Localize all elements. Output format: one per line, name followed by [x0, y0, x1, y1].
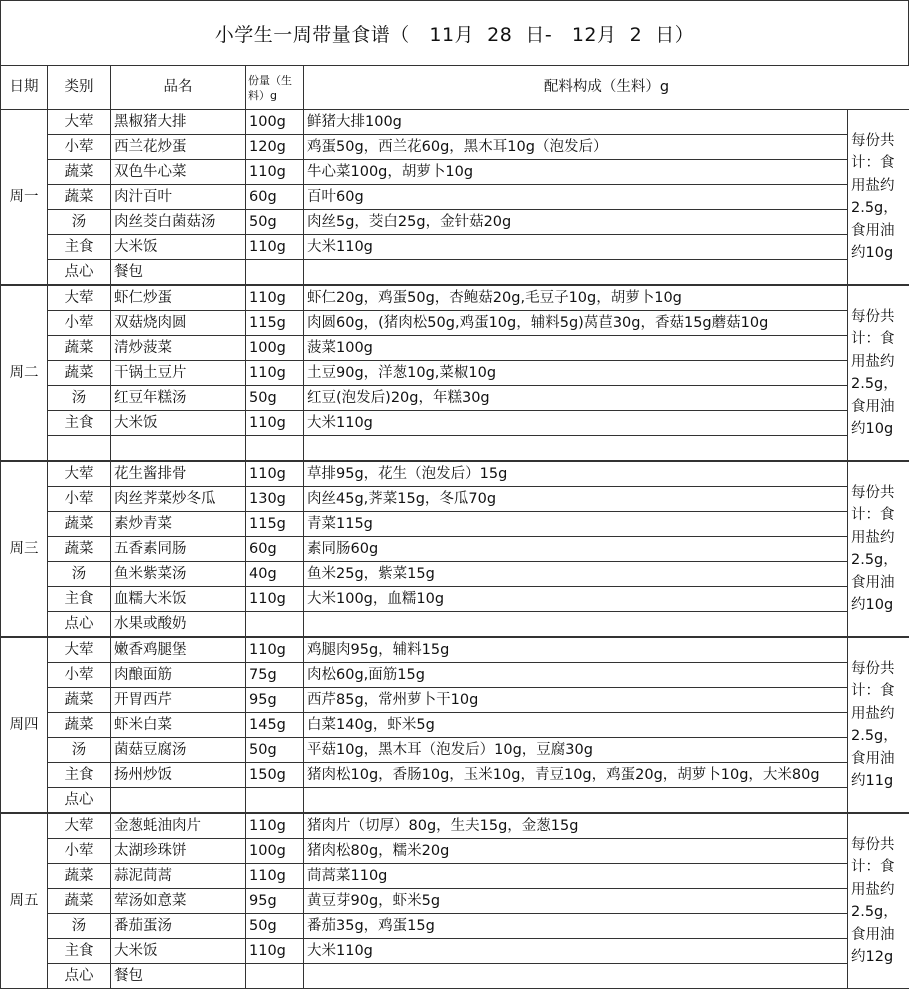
ingredients-cell: 草排95g，花生（泡发后）15g	[304, 461, 848, 487]
portion-cell	[246, 612, 304, 638]
dish-cell: 西兰花炒蛋	[111, 135, 246, 160]
category-cell: 小荤	[48, 311, 111, 336]
dish-cell: 红豆年糕汤	[111, 386, 246, 411]
portion-cell: 115g	[246, 512, 304, 537]
portion-cell: 100g	[246, 839, 304, 864]
table-row	[1, 411, 909, 436]
ingredients-cell: 鱼米25g，紫菜15g	[304, 562, 848, 587]
ingredients-cell: 大米110g	[304, 939, 848, 964]
ingredients-cell	[304, 612, 848, 638]
category-cell: 小荤	[48, 487, 111, 512]
dish-cell: 扬州炒饭	[111, 763, 246, 788]
ingredients-cell: 猪肉片（切厚）80g，生夫15g，金葱15g	[304, 813, 848, 839]
portion-cell	[246, 260, 304, 286]
category-cell: 汤	[48, 210, 111, 235]
table-row	[1, 537, 909, 562]
ingredients-cell: 素同肠60g	[304, 537, 848, 562]
table-row	[1, 336, 909, 361]
category-cell: 大荤	[48, 637, 111, 663]
table-row	[1, 160, 909, 185]
dish-cell: 肉酿面筋	[111, 663, 246, 688]
day-label: 周五	[1, 813, 48, 989]
table-row	[1, 512, 909, 537]
dish-cell: 双菇烧肉圆	[111, 311, 246, 336]
ingredients-cell: 白菜140g，虾米5g	[304, 713, 848, 738]
category-cell: 蔬菜	[48, 185, 111, 210]
portion-cell: 110g	[246, 939, 304, 964]
portion-cell	[246, 964, 304, 989]
table-row	[1, 914, 909, 939]
category-cell: 蔬菜	[48, 336, 111, 361]
dish-cell: 开胃西芹	[111, 688, 246, 713]
ingredients-cell: 红豆(泡发后)20g，年糕30g	[304, 386, 848, 411]
category-cell: 汤	[48, 386, 111, 411]
portion-cell	[246, 788, 304, 814]
ingredients-cell	[304, 260, 848, 286]
table-row	[1, 688, 909, 713]
portion-cell: 110g	[246, 235, 304, 260]
table-row	[1, 461, 909, 487]
category-cell: 大荤	[48, 110, 111, 135]
header-date: 日期	[1, 66, 48, 110]
ingredients-cell: 番茄35g，鸡蛋15g	[304, 914, 848, 939]
nutrition-note: 每份共计：食用盐约2.5g，食用油约10g	[848, 285, 909, 461]
nutrition-note: 每份共计：食用盐约2.5g，食用油约11g	[848, 637, 909, 813]
table-row	[1, 311, 909, 336]
table-row	[1, 235, 909, 260]
table-row	[1, 813, 909, 839]
category-cell: 主食	[48, 763, 111, 788]
menu-table	[0, 65, 909, 989]
dish-cell: 黑椒猪大排	[111, 110, 246, 135]
ingredients-cell: 肉松60g,面筋15g	[304, 663, 848, 688]
category-cell: 汤	[48, 738, 111, 763]
category-cell: 蔬菜	[48, 688, 111, 713]
header-ingredients: 配料构成（生料）g	[304, 66, 909, 110]
category-cell: 蔬菜	[48, 537, 111, 562]
table-row	[1, 637, 909, 663]
table-row	[1, 788, 909, 814]
day-label: 周三	[1, 461, 48, 637]
table-row	[1, 185, 909, 210]
category-cell: 小荤	[48, 839, 111, 864]
table-row	[1, 738, 909, 763]
dish-cell: 蒜泥茼蒿	[111, 864, 246, 889]
portion-cell: 110g	[246, 587, 304, 612]
portion-cell: 50g	[246, 210, 304, 235]
dish-cell: 血糯大米饭	[111, 587, 246, 612]
ingredients-cell: 西芹85g，常州萝卜干10g	[304, 688, 848, 713]
page-title: 小学生一周带量食谱（ 11月 28 日- 12月 2 日）	[0, 0, 909, 65]
table-row	[1, 210, 909, 235]
ingredients-cell: 百叶60g	[304, 185, 848, 210]
dish-cell: 荤汤如意菜	[111, 889, 246, 914]
table-row	[1, 361, 909, 386]
category-cell: 大荤	[48, 813, 111, 839]
ingredients-cell: 大米110g	[304, 411, 848, 436]
table-row	[1, 135, 909, 160]
table-row	[1, 889, 909, 914]
category-cell: 大荤	[48, 461, 111, 487]
portion-cell: 145g	[246, 713, 304, 738]
portion-cell: 100g	[246, 110, 304, 135]
portion-cell: 120g	[246, 135, 304, 160]
category-cell: 蔬菜	[48, 512, 111, 537]
category-cell: 小荤	[48, 135, 111, 160]
dish-cell: 大米饭	[111, 235, 246, 260]
table-row	[1, 939, 909, 964]
dish-cell: 清炒菠菜	[111, 336, 246, 361]
dish-cell: 虾米白菜	[111, 713, 246, 738]
category-cell: 点心	[48, 964, 111, 989]
table-row	[1, 663, 909, 688]
day-label: 周四	[1, 637, 48, 813]
dish-cell: 鱼米紫菜汤	[111, 562, 246, 587]
portion-cell: 60g	[246, 185, 304, 210]
table-row	[1, 612, 909, 638]
ingredients-cell: 平菇10g，黑木耳（泡发后）10g，豆腐30g	[304, 738, 848, 763]
category-cell: 汤	[48, 914, 111, 939]
dish-cell: 肉丝荠菜炒冬瓜	[111, 487, 246, 512]
dish-cell: 干锅土豆片	[111, 361, 246, 386]
category-cell: 点心	[48, 612, 111, 638]
header-dish: 品名	[111, 66, 246, 110]
portion-cell: 115g	[246, 311, 304, 336]
portion-cell: 40g	[246, 562, 304, 587]
dish-cell: 太湖珍珠饼	[111, 839, 246, 864]
dish-cell: 水果或酸奶	[111, 612, 246, 638]
portion-cell: 110g	[246, 285, 304, 311]
ingredients-cell	[304, 436, 848, 462]
portion-cell: 50g	[246, 738, 304, 763]
portion-cell	[246, 436, 304, 462]
day-label: 周二	[1, 285, 48, 461]
portion-cell: 60g	[246, 537, 304, 562]
category-cell: 蔬菜	[48, 889, 111, 914]
ingredients-cell: 菠菜100g	[304, 336, 848, 361]
ingredients-cell: 鸡腿肉95g，辅料15g	[304, 637, 848, 663]
header-category: 类别	[48, 66, 111, 110]
dish-cell: 大米饭	[111, 939, 246, 964]
dish-cell	[111, 788, 246, 814]
ingredients-cell	[304, 788, 848, 814]
dish-cell: 金葱蚝油肉片	[111, 813, 246, 839]
table-row	[1, 713, 909, 738]
portion-cell: 110g	[246, 864, 304, 889]
ingredients-cell: 青菜115g	[304, 512, 848, 537]
ingredients-cell: 大米110g	[304, 235, 848, 260]
ingredients-cell: 虾仁20g，鸡蛋50g，杏鲍菇20g,毛豆子10g，胡萝卜10g	[304, 285, 848, 311]
category-cell: 主食	[48, 411, 111, 436]
portion-cell: 75g	[246, 663, 304, 688]
menu-body	[1, 110, 909, 989]
table-row	[1, 964, 909, 989]
ingredients-cell: 猪肉松80g，糯米20g	[304, 839, 848, 864]
table-row	[1, 562, 909, 587]
portion-cell: 100g	[246, 336, 304, 361]
category-cell: 主食	[48, 235, 111, 260]
dish-cell: 素炒青菜	[111, 512, 246, 537]
category-cell: 大荤	[48, 285, 111, 311]
table-row	[1, 110, 909, 135]
ingredients-cell: 牛心菜100g，胡萝卜10g	[304, 160, 848, 185]
portion-cell: 110g	[246, 160, 304, 185]
dish-cell: 花生酱排骨	[111, 461, 246, 487]
category-cell: 蔬菜	[48, 713, 111, 738]
category-cell: 汤	[48, 562, 111, 587]
nutrition-note: 每份共计：食用盐约2.5g，食用油约10g	[848, 461, 909, 637]
category-cell: 主食	[48, 939, 111, 964]
category-cell: 蔬菜	[48, 361, 111, 386]
category-cell: 小荤	[48, 663, 111, 688]
ingredients-cell: 土豆90g，洋葱10g,菜椒10g	[304, 361, 848, 386]
table-row	[1, 487, 909, 512]
portion-cell: 110g	[246, 361, 304, 386]
category-cell: 蔬菜	[48, 864, 111, 889]
ingredients-cell: 肉圆60g，(猪肉松50g,鸡蛋10g，辅料5g)莴苣30g，香菇15g蘑菇10g	[304, 311, 848, 336]
portion-cell: 110g	[246, 637, 304, 663]
table-row	[1, 587, 909, 612]
nutrition-note: 每份共计：食用盐约2.5g，食用油约12g	[848, 813, 909, 989]
portion-cell: 50g	[246, 386, 304, 411]
dish-cell: 双色牛心菜	[111, 160, 246, 185]
dish-cell: 肉丝茭白菌菇汤	[111, 210, 246, 235]
dish-cell	[111, 436, 246, 462]
ingredients-cell: 鸡蛋50g，西兰花60g，黑木耳10g（泡发后）	[304, 135, 848, 160]
dish-cell: 五香素同肠	[111, 537, 246, 562]
table-row	[1, 763, 909, 788]
table-row	[1, 839, 909, 864]
portion-cell: 110g	[246, 411, 304, 436]
ingredients-cell: 猪肉松10g，香肠10g，玉米10g，青豆10g，鸡蛋20g，胡萝卜10g，大米80g	[304, 763, 848, 788]
portion-cell: 50g	[246, 914, 304, 939]
ingredients-cell: 黄豆芽90g，虾米5g	[304, 889, 848, 914]
dish-cell: 餐包	[111, 964, 246, 989]
portion-cell: 95g	[246, 688, 304, 713]
header-row	[1, 66, 909, 110]
table-row	[1, 864, 909, 889]
table-row	[1, 260, 909, 286]
dish-cell: 大米饭	[111, 411, 246, 436]
ingredients-cell: 肉丝5g，茭白25g，金针菇20g	[304, 210, 848, 235]
table-row	[1, 285, 909, 311]
dish-cell: 虾仁炒蛋	[111, 285, 246, 311]
category-cell: 点心	[48, 260, 111, 286]
portion-cell: 130g	[246, 487, 304, 512]
dish-cell: 肉汁百叶	[111, 185, 246, 210]
ingredients-cell	[304, 964, 848, 989]
category-cell	[48, 436, 111, 462]
portion-cell: 150g	[246, 763, 304, 788]
dish-cell: 餐包	[111, 260, 246, 286]
table-row	[1, 436, 909, 462]
category-cell: 蔬菜	[48, 160, 111, 185]
category-cell: 主食	[48, 587, 111, 612]
portion-cell: 110g	[246, 813, 304, 839]
category-cell: 点心	[48, 788, 111, 814]
ingredients-cell: 鲜猪大排100g	[304, 110, 848, 135]
ingredients-cell: 肉丝45g,荠菜15g，冬瓜70g	[304, 487, 848, 512]
day-label: 周一	[1, 110, 48, 286]
ingredients-cell: 茼蒿菜110g	[304, 864, 848, 889]
portion-cell: 95g	[246, 889, 304, 914]
table-row	[1, 386, 909, 411]
nutrition-note: 每份共计：食用盐约2.5g，食用油约10g	[848, 110, 909, 286]
ingredients-cell: 大米100g，血糯10g	[304, 587, 848, 612]
dish-cell: 番茄蛋汤	[111, 914, 246, 939]
header-portion: 份量（生料）g	[246, 66, 304, 110]
portion-cell: 110g	[246, 461, 304, 487]
dish-cell: 菌菇豆腐汤	[111, 738, 246, 763]
dish-cell: 嫩香鸡腿堡	[111, 637, 246, 663]
